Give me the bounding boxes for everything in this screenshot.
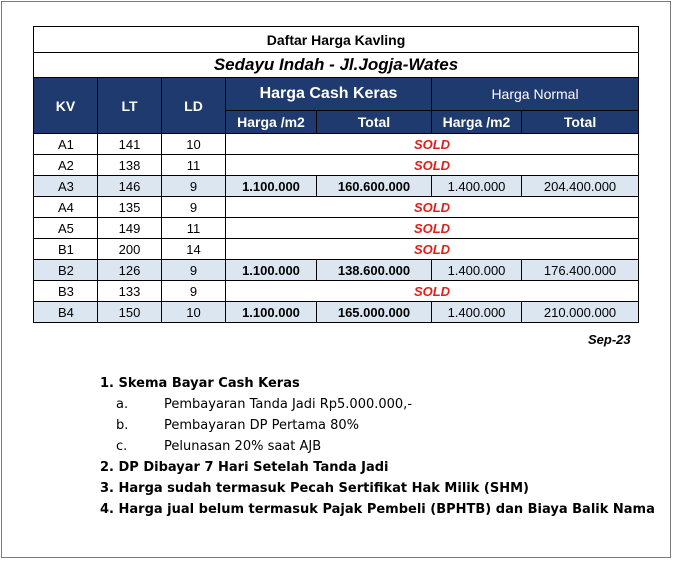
sold-label: SOLD bbox=[226, 281, 639, 302]
cell-normal-total: 204.400.000 bbox=[522, 176, 639, 197]
sold-label: SOLD bbox=[226, 239, 639, 260]
cell-cash-total: 160.600.000 bbox=[317, 176, 432, 197]
price-table bbox=[33, 26, 639, 323]
note-1c bbox=[100, 436, 655, 457]
cell-cash-per-m2: 1.100.000 bbox=[226, 260, 317, 281]
header-normal-per-m2: Harga /m2 bbox=[432, 111, 522, 134]
cell-ld: 9 bbox=[162, 260, 226, 281]
table-row bbox=[34, 239, 639, 260]
table-row bbox=[34, 260, 639, 281]
cell-kv: A5 bbox=[34, 218, 98, 239]
table-body bbox=[34, 134, 639, 323]
cell-ld: 11 bbox=[162, 155, 226, 176]
header-kv: KV bbox=[34, 78, 98, 134]
table-title: Daftar Harga Kavling bbox=[34, 27, 639, 53]
header-cash-group: Harga Cash Keras bbox=[226, 78, 432, 111]
note-text: Pembayaran Tanda Jadi Rp5.000.000,- bbox=[164, 397, 413, 412]
table-row bbox=[34, 218, 639, 239]
table-row bbox=[34, 134, 639, 155]
cell-ld: 14 bbox=[162, 239, 226, 260]
cell-kv: A4 bbox=[34, 197, 98, 218]
header-normal-total: Total bbox=[522, 111, 639, 134]
cell-kv: B1 bbox=[34, 239, 98, 260]
cell-kv: B3 bbox=[34, 281, 98, 302]
cell-lt: 149 bbox=[98, 218, 162, 239]
cell-kv: A1 bbox=[34, 134, 98, 155]
note-1b bbox=[100, 415, 655, 436]
sold-label: SOLD bbox=[226, 218, 639, 239]
cell-lt: 150 bbox=[98, 302, 162, 323]
note-text: Pembayaran DP Pertama 80% bbox=[164, 418, 360, 433]
note-2: 2. DP Dibayar 7 Hari Setelah Tanda Jadi bbox=[100, 460, 389, 475]
header-cash-per-m2: Harga /m2 bbox=[226, 111, 317, 134]
cell-normal-per-m2: 1.400.000 bbox=[432, 176, 522, 197]
table-subtitle: Sedayu Indah - Jl.Jogja-Wates bbox=[34, 53, 639, 78]
note-letter: a. bbox=[116, 397, 129, 412]
header-cash-total: Total bbox=[317, 111, 432, 134]
header-normal-group: Harga Normal bbox=[432, 78, 639, 111]
payment-notes bbox=[100, 373, 655, 520]
sold-label: SOLD bbox=[226, 155, 639, 176]
table-row bbox=[34, 281, 639, 302]
cell-lt: 138 bbox=[98, 155, 162, 176]
note-text: Pelunasan 20% saat AJB bbox=[164, 439, 322, 454]
cell-kv: A3 bbox=[34, 176, 98, 197]
header-lt: LT bbox=[98, 78, 162, 134]
note-letter: b. bbox=[116, 418, 129, 433]
sold-label: SOLD bbox=[226, 134, 639, 155]
cell-ld: 10 bbox=[162, 302, 226, 323]
header-ld: LD bbox=[162, 78, 226, 134]
cell-cash-total: 165.000.000 bbox=[317, 302, 432, 323]
cell-lt: 141 bbox=[98, 134, 162, 155]
note-1a bbox=[100, 394, 655, 415]
cell-kv: A2 bbox=[34, 155, 98, 176]
cell-cash-per-m2: 1.100.000 bbox=[226, 176, 317, 197]
note-4: 4. Harga jual belum termasuk Pajak Pembeli (BPHTB) dan Biaya Balik Nama bbox=[100, 502, 655, 517]
cell-kv: B2 bbox=[34, 260, 98, 281]
table-row bbox=[34, 176, 639, 197]
sold-label: SOLD bbox=[226, 197, 639, 218]
note-1: 1. Skema Bayar Cash Keras bbox=[100, 376, 300, 391]
note-3: 3. Harga sudah termasuk Pecah Sertifikat Hak Milik (SHM) bbox=[100, 481, 529, 496]
cell-normal-total: 210.000.000 bbox=[522, 302, 639, 323]
note-letter: c. bbox=[116, 439, 128, 454]
table-row bbox=[34, 155, 639, 176]
cell-lt: 135 bbox=[98, 197, 162, 218]
cell-ld: 9 bbox=[162, 281, 226, 302]
cell-normal-total: 176.400.000 bbox=[522, 260, 639, 281]
cell-kv: B4 bbox=[34, 302, 98, 323]
cell-cash-total: 138.600.000 bbox=[317, 260, 432, 281]
cell-lt: 146 bbox=[98, 176, 162, 197]
cell-ld: 10 bbox=[162, 134, 226, 155]
cell-normal-per-m2: 1.400.000 bbox=[432, 302, 522, 323]
cell-ld: 9 bbox=[162, 197, 226, 218]
cell-lt: 126 bbox=[98, 260, 162, 281]
cell-lt: 133 bbox=[98, 281, 162, 302]
table-row bbox=[34, 302, 639, 323]
cell-cash-per-m2: 1.100.000 bbox=[226, 302, 317, 323]
cell-ld: 11 bbox=[162, 218, 226, 239]
table-row bbox=[34, 197, 639, 218]
period-label: Sep-23 bbox=[588, 332, 631, 347]
cell-normal-per-m2: 1.400.000 bbox=[432, 260, 522, 281]
cell-ld: 9 bbox=[162, 176, 226, 197]
cell-lt: 200 bbox=[98, 239, 162, 260]
